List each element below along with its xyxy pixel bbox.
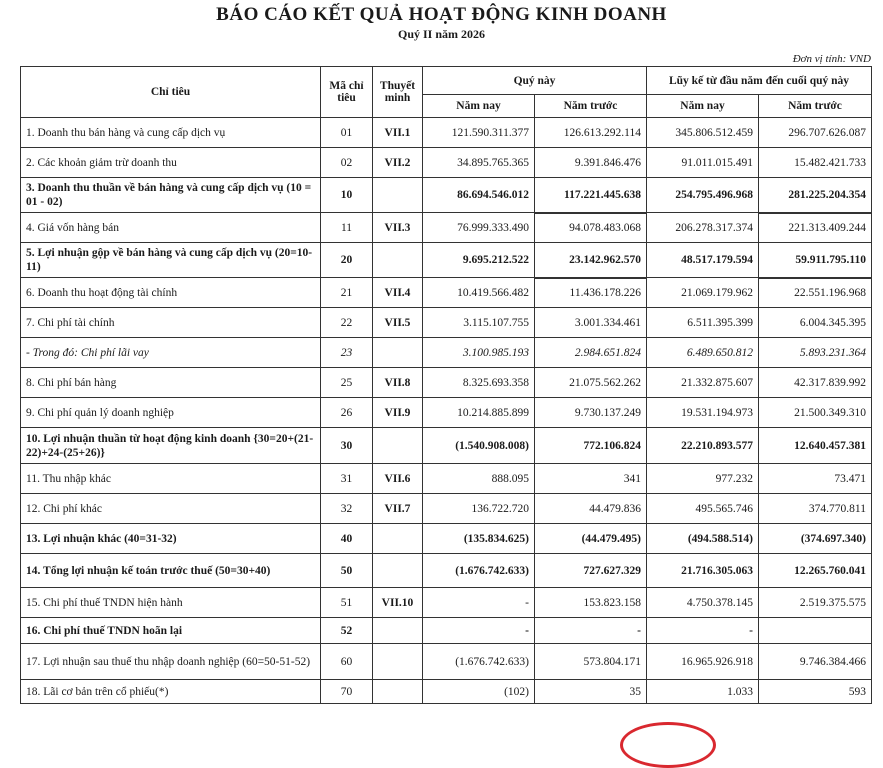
- header-quarter: Quý này: [423, 67, 647, 95]
- row-quarter-prev-year: 153.823.158: [535, 588, 647, 618]
- table-row: [21, 338, 872, 368]
- row-ytd-this-year: 91.011.015.491: [647, 148, 759, 178]
- header-item: Chỉ tiêu: [21, 67, 321, 118]
- header-ytd-this-year: Năm nay: [647, 95, 759, 118]
- row-ytd-this-year: 21.069.179.962: [647, 278, 759, 308]
- row-quarter-this-year: 3.100.985.193: [423, 338, 535, 368]
- row-code: 51: [321, 588, 373, 618]
- row-quarter-this-year: (1.540.908.008): [423, 428, 535, 464]
- header-ytd-prev-year: Năm trước: [759, 95, 872, 118]
- row-label: 2. Các khoản giảm trừ doanh thu: [21, 148, 321, 178]
- row-note: [373, 338, 423, 368]
- table-row: [21, 524, 872, 554]
- table-row: [21, 278, 872, 308]
- row-ytd-prev-year: 9.746.384.466: [759, 644, 872, 680]
- row-quarter-this-year: 121.590.311.377: [423, 118, 535, 148]
- row-quarter-this-year: 8.325.693.358: [423, 368, 535, 398]
- row-code: 23: [321, 338, 373, 368]
- row-ytd-prev-year: 59.911.795.110: [759, 243, 872, 278]
- row-label: 12. Chi phí khác: [21, 494, 321, 524]
- row-quarter-prev-year: 126.613.292.114: [535, 118, 647, 148]
- row-ytd-this-year: 19.531.194.973: [647, 398, 759, 428]
- row-label: 4. Giá vốn hàng bán: [21, 213, 321, 243]
- row-quarter-prev-year: 117.221.445.638: [535, 178, 647, 213]
- row-ytd-prev-year: 374.770.811: [759, 494, 872, 524]
- row-ytd-this-year: 206.278.317.374: [647, 213, 759, 243]
- row-code: 26: [321, 398, 373, 428]
- row-quarter-prev-year: 21.075.562.262: [535, 368, 647, 398]
- table-row: [21, 588, 872, 618]
- row-code: 01: [321, 118, 373, 148]
- row-quarter-prev-year: 341: [535, 464, 647, 494]
- row-quarter-prev-year: 9.391.846.476: [535, 148, 647, 178]
- row-code: 31: [321, 464, 373, 494]
- row-ytd-this-year: 4.750.378.145: [647, 588, 759, 618]
- row-label: - Trong đó: Chi phí lãi vay: [21, 338, 321, 368]
- row-code: 60: [321, 644, 373, 680]
- table-body: [21, 118, 872, 704]
- row-note: [373, 618, 423, 644]
- row-ytd-this-year: 48.517.179.594: [647, 243, 759, 278]
- row-label: 14. Tổng lợi nhuận kế toán trước thuế (50=30+40): [21, 554, 321, 588]
- row-quarter-this-year: -: [423, 618, 535, 644]
- header-quarter-prev-year: Năm trước: [535, 95, 647, 118]
- row-ytd-prev-year: (374.697.340): [759, 524, 872, 554]
- row-quarter-prev-year: 2.984.651.824: [535, 338, 647, 368]
- row-label: 10. Lợi nhuận thuần từ hoạt động kinh doanh {30=20+(21-22)+24-(25+26)}: [21, 428, 321, 464]
- row-label: 18. Lãi cơ bản trên cổ phiếu(*): [21, 680, 321, 704]
- row-note: [373, 243, 423, 278]
- row-quarter-prev-year: 94.078.483.068: [535, 213, 647, 243]
- row-ytd-prev-year: 12.265.760.041: [759, 554, 872, 588]
- row-quarter-prev-year: 9.730.137.249: [535, 398, 647, 428]
- row-code: 25: [321, 368, 373, 398]
- table-row: [21, 680, 872, 704]
- table-row: [21, 494, 872, 524]
- row-quarter-prev-year: 44.479.836: [535, 494, 647, 524]
- row-ytd-prev-year: 281.225.204.354: [759, 178, 872, 213]
- row-note: VII.5: [373, 308, 423, 338]
- row-note: [373, 178, 423, 213]
- row-label: 17. Lợi nhuận sau thuế thu nhập doanh nghiệp (60=50-51-52): [21, 644, 321, 680]
- row-label: 6. Doanh thu hoạt động tài chính: [21, 278, 321, 308]
- row-ytd-this-year: 21.332.875.607: [647, 368, 759, 398]
- table-row: [21, 118, 872, 148]
- table-row: [21, 618, 872, 644]
- row-ytd-prev-year: 22.551.196.968: [759, 278, 872, 308]
- row-label: 13. Lợi nhuận khác (40=31-32): [21, 524, 321, 554]
- row-ytd-prev-year: 12.640.457.381: [759, 428, 872, 464]
- row-note: [373, 644, 423, 680]
- table-row: [21, 148, 872, 178]
- row-label: 16. Chi phí thuế TNDN hoãn lại: [21, 618, 321, 644]
- row-ytd-this-year: 254.795.496.968: [647, 178, 759, 213]
- row-quarter-prev-year: 35: [535, 680, 647, 704]
- row-note: VII.8: [373, 368, 423, 398]
- row-note: [373, 554, 423, 588]
- row-note: VII.6: [373, 464, 423, 494]
- row-ytd-this-year: 6.489.650.812: [647, 338, 759, 368]
- row-quarter-this-year: (1.676.742.633): [423, 554, 535, 588]
- row-ytd-prev-year: [759, 618, 872, 644]
- row-code: 50: [321, 554, 373, 588]
- row-note: VII.1: [373, 118, 423, 148]
- row-quarter-this-year: (1.676.742.633): [423, 644, 535, 680]
- row-quarter-prev-year: 3.001.334.461: [535, 308, 647, 338]
- row-code: 52: [321, 618, 373, 644]
- row-ytd-prev-year: 15.482.421.733: [759, 148, 872, 178]
- row-label: 1. Doanh thu bán hàng và cung cấp dịch vụ: [21, 118, 321, 148]
- row-quarter-prev-year: (44.479.495): [535, 524, 647, 554]
- table-row: [21, 213, 872, 243]
- row-label: 9. Chi phí quản lý doanh nghiệp: [21, 398, 321, 428]
- row-label: 3. Doanh thu thuần về bán hàng và cung cấp dịch vụ (10 = 01 - 02): [21, 178, 321, 213]
- row-code: 40: [321, 524, 373, 554]
- row-ytd-prev-year: 73.471: [759, 464, 872, 494]
- row-quarter-prev-year: 23.142.962.570: [535, 243, 647, 278]
- table-row: [21, 398, 872, 428]
- row-ytd-prev-year: 21.500.349.310: [759, 398, 872, 428]
- row-note: [373, 428, 423, 464]
- row-ytd-prev-year: 5.893.231.364: [759, 338, 872, 368]
- row-ytd-prev-year: 2.519.375.575: [759, 588, 872, 618]
- row-quarter-this-year: 3.115.107.755: [423, 308, 535, 338]
- row-ytd-this-year: 1.033: [647, 680, 759, 704]
- row-ytd-prev-year: 42.317.839.992: [759, 368, 872, 398]
- row-code: 22: [321, 308, 373, 338]
- row-code: 70: [321, 680, 373, 704]
- row-code: 21: [321, 278, 373, 308]
- row-quarter-prev-year: -: [535, 618, 647, 644]
- row-ytd-prev-year: 6.004.345.395: [759, 308, 872, 338]
- row-quarter-this-year: 10.214.885.899: [423, 398, 535, 428]
- row-quarter-prev-year: 11.436.178.226: [535, 278, 647, 308]
- row-code: 20: [321, 243, 373, 278]
- row-quarter-this-year: 34.895.765.365: [423, 148, 535, 178]
- row-ytd-this-year: 345.806.512.459: [647, 118, 759, 148]
- income-statement-table: [20, 66, 872, 704]
- row-ytd-this-year: 21.716.305.063: [647, 554, 759, 588]
- row-quarter-this-year: (135.834.625): [423, 524, 535, 554]
- row-code: 32: [321, 494, 373, 524]
- header-quarter-this-year: Năm nay: [423, 95, 535, 118]
- row-ytd-this-year: 977.232: [647, 464, 759, 494]
- row-quarter-this-year: 9.695.212.522: [423, 243, 535, 278]
- row-quarter-this-year: -: [423, 588, 535, 618]
- row-quarter-this-year: (102): [423, 680, 535, 704]
- report-title: BÁO CÁO KẾT QUẢ HOẠT ĐỘNG KINH DOANH: [216, 4, 667, 25]
- row-quarter-this-year: 136.722.720: [423, 494, 535, 524]
- row-note: VII.3: [373, 213, 423, 243]
- row-code: 02: [321, 148, 373, 178]
- row-ytd-prev-year: 593: [759, 680, 872, 704]
- row-ytd-prev-year: 221.313.409.244: [759, 213, 872, 243]
- row-ytd-this-year: 16.965.926.918: [647, 644, 759, 680]
- currency-unit: Đơn vị tính: VND: [792, 53, 871, 65]
- row-ytd-this-year: 22.210.893.577: [647, 428, 759, 464]
- row-code: 11: [321, 213, 373, 243]
- row-label: 7. Chi phí tài chính: [21, 308, 321, 338]
- row-label: 8. Chi phí bán hàng: [21, 368, 321, 398]
- company-seal: [620, 722, 716, 768]
- table-row: [21, 464, 872, 494]
- row-label: 15. Chi phí thuế TNDN hiện hành: [21, 588, 321, 618]
- row-note: VII.2: [373, 148, 423, 178]
- table-row: [21, 644, 872, 680]
- row-quarter-this-year: 76.999.333.490: [423, 213, 535, 243]
- table-row: [21, 308, 872, 338]
- table-row: [21, 243, 872, 278]
- header-ytd: Lũy kế từ đầu năm đến cuối quý này: [647, 67, 872, 95]
- row-note: VII.9: [373, 398, 423, 428]
- table-row: [21, 368, 872, 398]
- row-quarter-this-year: 86.694.546.012: [423, 178, 535, 213]
- row-quarter-prev-year: 573.804.171: [535, 644, 647, 680]
- row-quarter-prev-year: 727.627.329: [535, 554, 647, 588]
- row-ytd-this-year: (494.588.514): [647, 524, 759, 554]
- row-ytd-this-year: 495.565.746: [647, 494, 759, 524]
- header-code: Mã chỉ tiêu: [321, 67, 373, 118]
- table-row: [21, 178, 872, 213]
- row-label: 5. Lợi nhuận gộp về bán hàng và cung cấp dịch vụ (20=10-11): [21, 243, 321, 278]
- header-note: Thuyết minh: [373, 67, 423, 118]
- table-row: [21, 554, 872, 588]
- row-label: 11. Thu nhập khác: [21, 464, 321, 494]
- row-ytd-this-year: -: [647, 618, 759, 644]
- row-ytd-prev-year: 296.707.626.087: [759, 118, 872, 148]
- row-quarter-this-year: 10.419.566.482: [423, 278, 535, 308]
- row-note: VII.10: [373, 588, 423, 618]
- row-code: 30: [321, 428, 373, 464]
- row-quarter-prev-year: 772.106.824: [535, 428, 647, 464]
- row-quarter-this-year: 888.095: [423, 464, 535, 494]
- row-note: [373, 524, 423, 554]
- table-row: [21, 428, 872, 464]
- report-period: Quý II năm 2026: [397, 27, 486, 41]
- row-note: VII.7: [373, 494, 423, 524]
- row-note: VII.4: [373, 278, 423, 308]
- row-ytd-this-year: 6.511.395.399: [647, 308, 759, 338]
- row-note: [373, 680, 423, 704]
- row-code: 10: [321, 178, 373, 213]
